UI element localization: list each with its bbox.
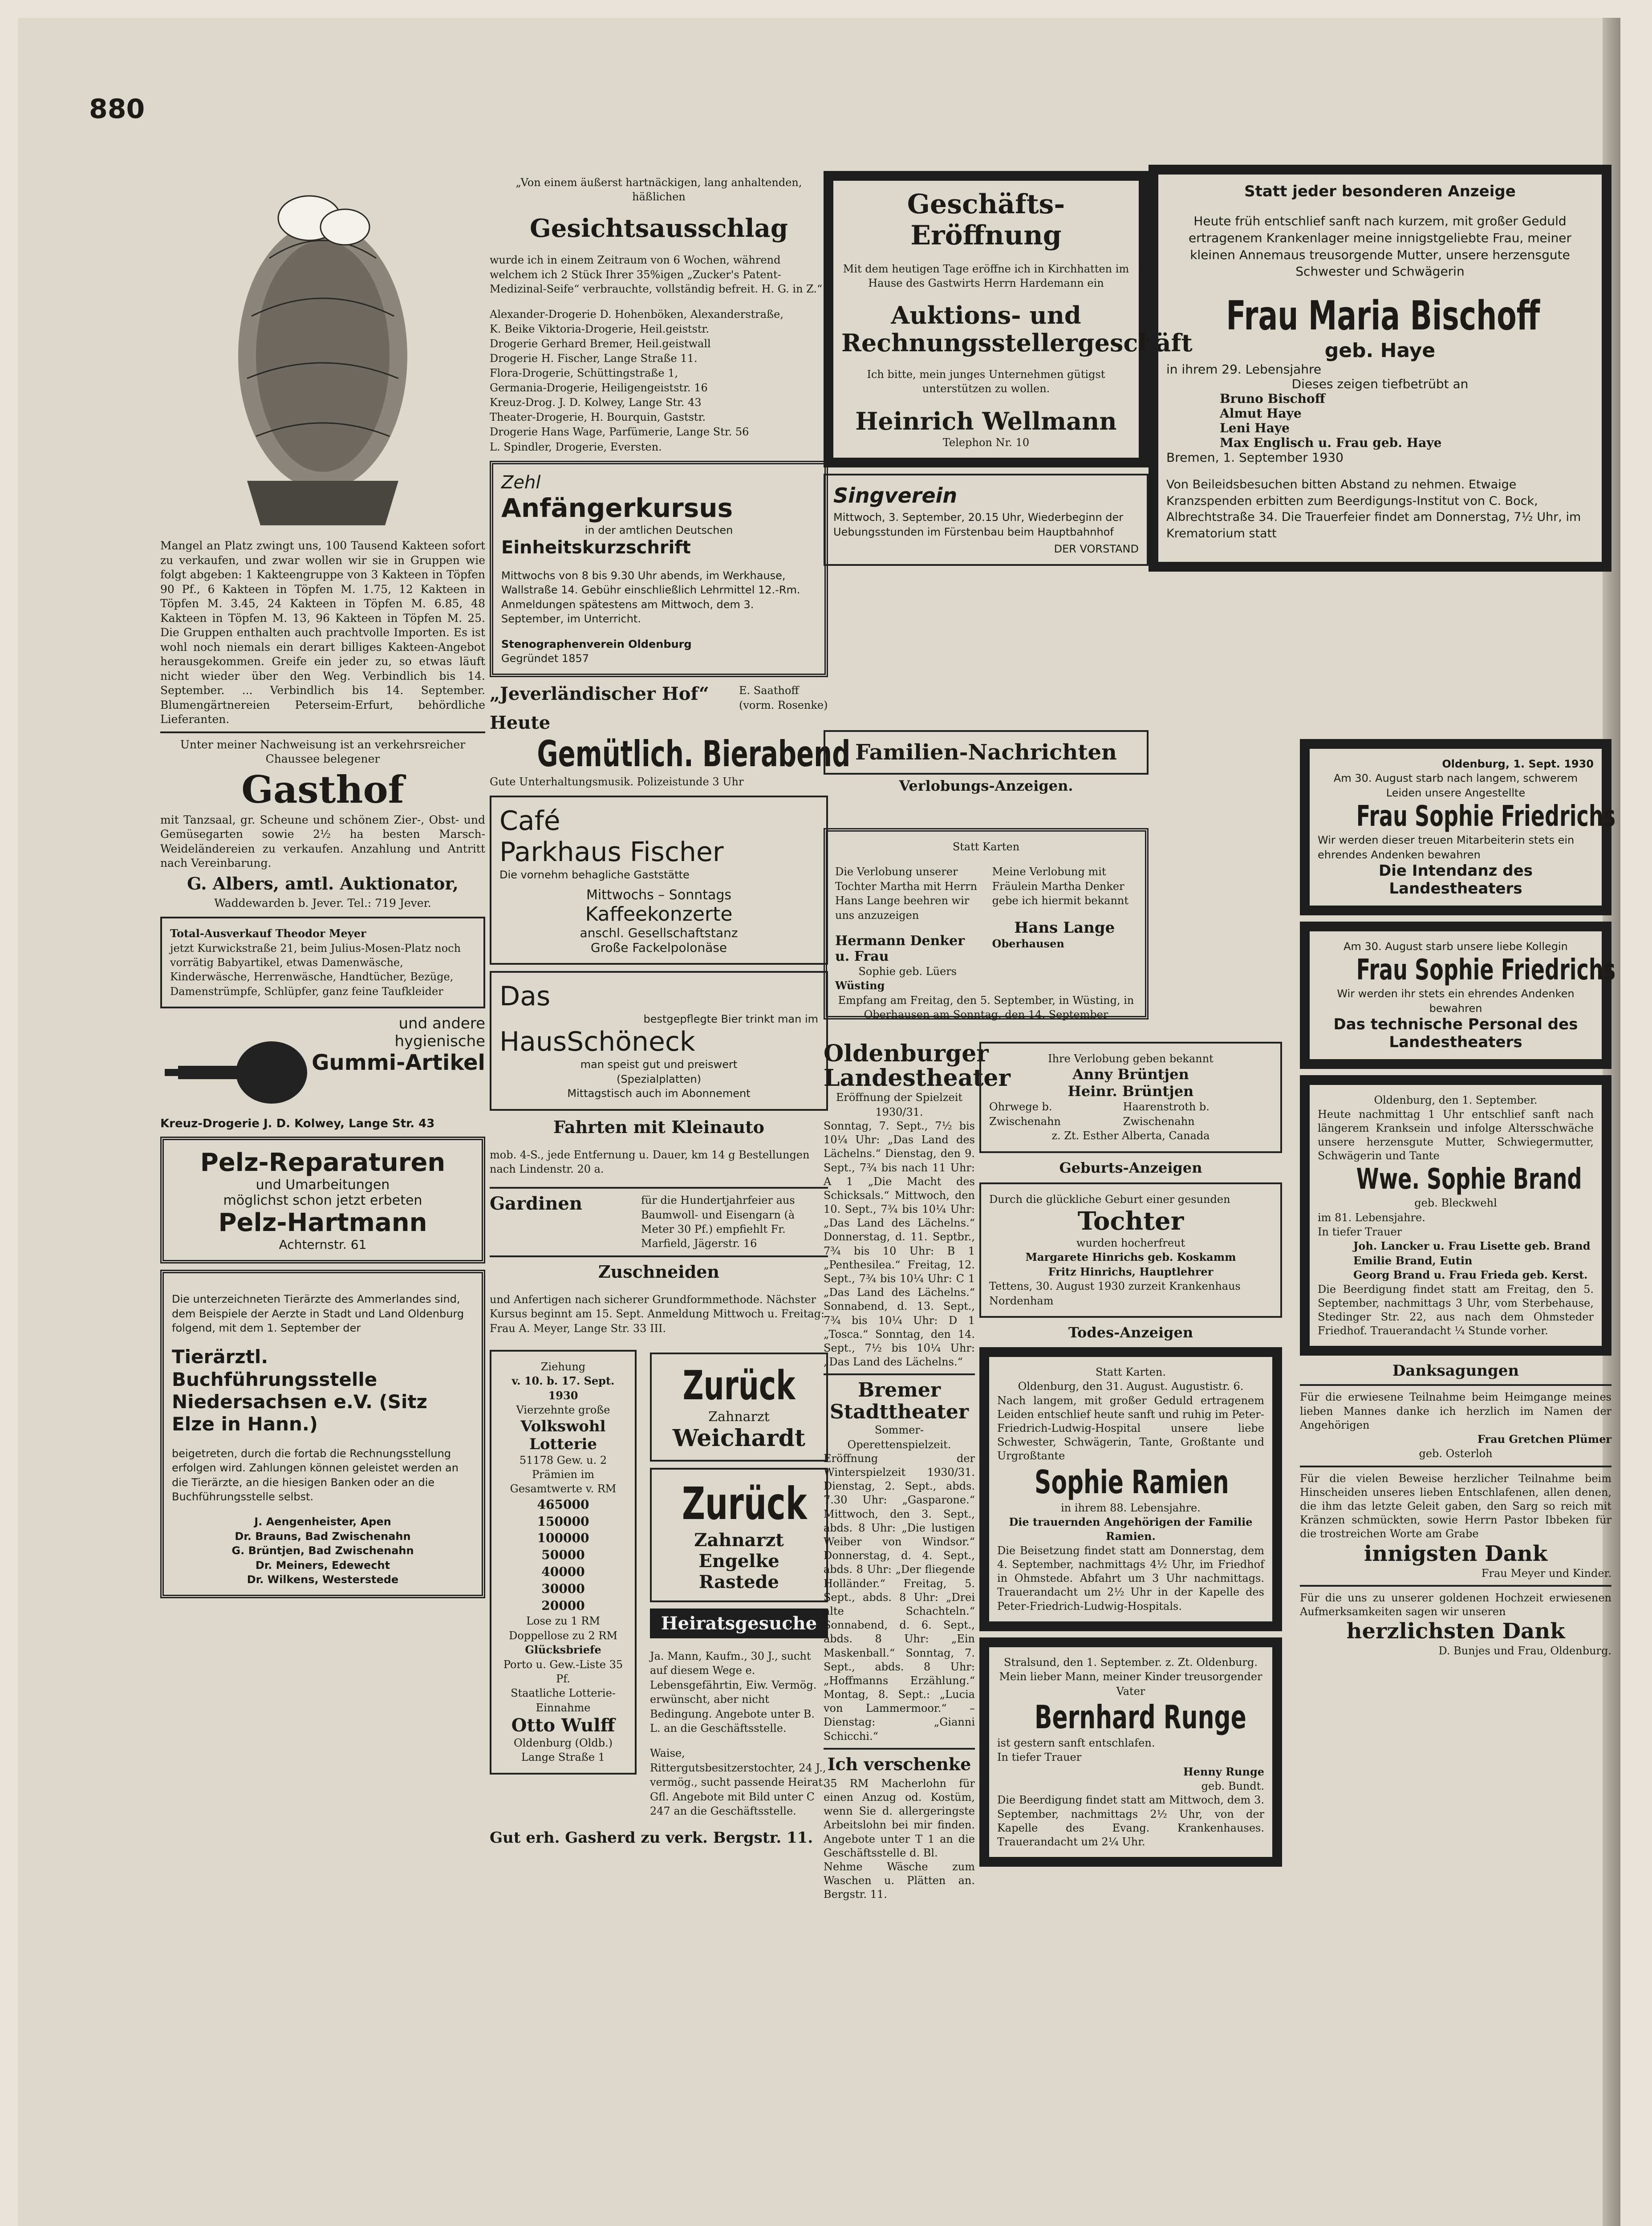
verlobung-right-name: Hans Lange: [1014, 918, 1115, 937]
lotterie-staatl: Staatliche Lotterie-Einnahme: [511, 1687, 616, 1714]
zuschneiden-title: Zuschneiden: [598, 1261, 720, 1282]
lotterie-prize: 465000: [537, 1497, 589, 1512]
friedrichs2-name: Frau Sophie Friedrichs: [1356, 954, 1616, 987]
jever-big: Gemütlich. Bierabend: [537, 733, 851, 775]
eroeffnung-text: Mit dem heutigen Tage eröffne ich in Kirchhatten im Hause des Gastwirts Herrn Hardemann ein: [843, 263, 1129, 290]
runge-name: Bernhard Runge: [1035, 1698, 1246, 1736]
gesicht-text: wurde ich in einem Zeitraum von 6 Wochen, während welchem ich 2 Stück Ihrer 35%igen „Zucker's Patent-Medizinal-Seife“ verbrauchte, vollständig befreit. H. G. in Z.“: [490, 254, 823, 296]
verlobung-statt: Statt Karten: [952, 841, 1020, 853]
brand-text: Heute nachmittag 1 Uhr entschlief sanft nach längerem Kranksein und infolge Altersschwäche unsere herzensgute Mutter, Schwiegermutter, Schwägerin und Tante: [1318, 1108, 1594, 1162]
brand-family-name: Joh. Lancker u. Frau Lisette geb. Brand: [1353, 1239, 1591, 1253]
gasthof-intro: Unter meiner Nachweisung ist an verkehrsreicher Chaussee belegener: [180, 738, 466, 765]
singverein-text: Mittwoch, 3. September, 20.15 Uhr, Wiederbeginn der Uebungsstunden im Fürstenbau beim Hauptbahnhof: [833, 511, 1124, 538]
bremen-sub: Sommer-Operettenspielzeit.: [847, 1424, 951, 1451]
eroeffnung-title: Geschäfts-Eröffnung: [907, 189, 1065, 251]
drogerie-item: L. Spindler, Drogerie, Eversten.: [490, 440, 662, 453]
lotterie-addr: Lange Straße 1: [521, 1751, 605, 1764]
gesicht-intro: „Von einem äußerst hartnäckigen, lang anhaltenden, häßlichen: [515, 176, 802, 203]
gasthof-title: Gasthof: [241, 767, 404, 812]
ramien-ad: [979, 1347, 1282, 1631]
cafe-l6: anschl. Gesellschaftstanz: [580, 925, 738, 940]
kurs-line2: Einheitskurzschrift: [501, 537, 691, 558]
drogerie-item: Alexander-Drogerie D. Hohenböken, Alexanderstraße,: [490, 308, 783, 321]
newspaper-page: [18, 18, 1620, 2226]
cactus-ad: [160, 165, 485, 727]
pelz-line1: und Umarbeitungen: [256, 1177, 390, 1193]
schoeneck-l2: bestgepflegte Bier trinkt man im: [643, 1012, 818, 1025]
lotterie-prize: 100000: [537, 1531, 589, 1546]
tieraerzte-title: Tierärztl. Buchführungsstelle Niedersachsen e.V. (Sitz Elze in Hann.): [172, 1346, 427, 1435]
schoeneck-ad: [490, 971, 828, 1111]
gesicht-title: Gesichtsausschlag: [529, 213, 788, 243]
gasthof-ad: [160, 738, 485, 911]
gummi-ad: [160, 1015, 485, 1130]
gesicht-ad: [490, 175, 828, 455]
drogerie-item: Germania-Drogerie, Heiligengeiststr. 16: [490, 382, 708, 394]
tieraerzte-intro: Die unterzeichneten Tierärzte des Ammerlandes sind, dem Beispiele der Aerzte in Stadt und Land Oldenburg folgend, mit dem 1. September der: [172, 1293, 464, 1334]
lotterie-dates: v. 10. b. 17. Sept. 1930: [511, 1374, 615, 1402]
brand-family-name: Georg Brand u. Frau Frieda geb. Kerst.: [1353, 1268, 1588, 1282]
friedrichs1-head: Oldenburg, 1. Sept. 1930: [1442, 758, 1594, 770]
bischoff-family-name: Bruno Bischoff: [1220, 391, 1325, 406]
bruentjen-right: Haarenstroth b. Zwischenahn: [1123, 1101, 1210, 1128]
singverein-ad: [824, 474, 1149, 566]
geburt-title: Geburts-Anzeigen: [1059, 1159, 1202, 1176]
brand-geb: geb. Bleckwehl: [1414, 1197, 1497, 1210]
bischoff-statt: Statt jeder besonderen Anzeige: [1244, 183, 1516, 200]
bischoff-date: Bremen, 1. September 1930: [1166, 450, 1344, 465]
ramien-text2: Die trauernden Angehörigen der Familie Ramien.: [1009, 1515, 1253, 1543]
cafe-ad: [490, 796, 828, 965]
schoeneck-l6: Mittagstisch auch im Abonnement: [567, 1087, 751, 1100]
schoeneck-l5: (Spezialplatten): [616, 1072, 701, 1085]
meyer-text: jetzt Kurwickstraße 21, beim Julius-Mosen-Platz noch vorrätig Babyartikel, etwas Damenwäsche, Kinderwäsche, Herrenwäsche, Handtücher, Bezüge, Damenstrümpfe, Schlüpfer, ganz feine Taufkleider: [170, 942, 461, 998]
dank1-text: Für die erwiesene Teilnahme beim Heimgange meines lieben Mannes danke ich herzlich im Namen der Angehörigen: [1300, 1391, 1611, 1431]
fahrten-title: Fahrten mit Kleinauto: [553, 1117, 765, 1137]
brand-text2: Die Beerdigung findet statt am Freitag, den 5. September, nachmittags 3 Uhr, vom Sterbehause, Stedinger Str. 22, aus nach dem Ohmsteder Friedhof. Trauerandacht ¼ Stunde vorher.: [1318, 1283, 1594, 1337]
ramien-text3: Die Beisetzung findet statt am Donnerstag, dem 4. September, nachmittags 4½ Uhr, im Friedhof in Ohmstede. Abfahrt um 3 Uhr nachmittags. Trauerandacht um 2½ Uhr in der Kapelle des Peter-Friedrich-Ludwig-Hospitals.: [997, 1544, 1264, 1613]
brand-trauer: In tiefer Trauer: [1318, 1226, 1402, 1239]
lotterie-head: Ziehung: [540, 1361, 586, 1373]
dank2-big: innigsten Dank: [1364, 1541, 1548, 1566]
lotterie-prize: 50000: [541, 1548, 585, 1563]
bruentjen-n1: Anny Brüntjen: [1072, 1066, 1189, 1083]
column-1: [160, 165, 485, 2226]
lotterie-los: Lose zu 1 RM: [526, 1615, 600, 1628]
verlobung-empfang: Empfang am Freitag, den 5. September, in Wüsting, in Oberhausen am Sonntag, den 14. September: [838, 994, 1134, 1021]
friedrichs1-ad: [1300, 739, 1616, 915]
denker-lange-ad: [824, 828, 1149, 1024]
drogerie-item: Theater-Drogerie, H. Bourquin, Gaststr.: [490, 411, 706, 424]
ramien-head: Oldenburg, den 31. August. Augustistr. 6.: [1018, 1380, 1244, 1393]
bischoff-text2: Dieses zeigen tiefbetrübt an: [1291, 377, 1469, 392]
tieraerzte-text: beigetreten, durch die fortab die Rechnungsstellung erfolgen wird. Zahlungen können geleistet werden an die Tierärzte, an die hiesigen Banken oder an die Buchführungsstelle selbst.: [172, 1447, 459, 1503]
eroeffnung-tel: Telephon Nr. 10: [942, 436, 1030, 449]
drogerie-item: K. Beike Viktoria-Drogerie, Heil.geiststr.: [490, 322, 709, 335]
heirat-text: Ja. Mann, Kaufm., 30 J., sucht auf diesem Wege e. Lebensgefährtin, Eiw. Vermög. erwünscht, aber nicht Bedingung. Angebote unter B. L. an die Geschäftsstelle.: [650, 1650, 817, 1734]
cafe-l2: Parkhaus Fischer: [499, 836, 724, 868]
bruentjen-title: Ihre Verlobung geben bekannt: [1048, 1052, 1214, 1065]
eroeffnung-text2: Ich bitte, mein junges Unternehmen gütigst unterstützen zu wollen.: [867, 368, 1105, 395]
pelz-name: Pelz-Hartmann: [218, 1208, 427, 1238]
lotterie-info: 51178 Gew. u. 2 Prämien im Gesamtwerte v. RM: [510, 1454, 617, 1495]
bischoff-family-name: Leni Haye: [1220, 421, 1290, 436]
runge-ad: [979, 1637, 1282, 1867]
zurueck2-title: Zurück: [682, 1478, 807, 1530]
lotterie-t1: Vierzehnte große: [516, 1404, 610, 1417]
verlobung-left-sub: Sophie geb. Lüers: [858, 965, 957, 978]
runge-text2: ist gestern sanft entschlafen.: [997, 1736, 1155, 1749]
bischoff-family-name: Max Englisch u. Frau geb. Haye: [1220, 435, 1442, 451]
gasherd-ad: Gut erh. Gasherd zu verk. Bergstr. 11.: [490, 1829, 813, 1847]
singverein-title: Singverein: [833, 483, 958, 508]
lotterie-prize: 20000: [541, 1598, 585, 1613]
bruentjen-extra: z. Zt. Esther Alberta, Canada: [1051, 1129, 1210, 1142]
kurs-org: Stenographenverein Oldenburg: [501, 638, 692, 650]
schoeneck-l4: man speist gut und preiswert: [580, 1058, 738, 1071]
lotterie-t3: Lotterie: [529, 1435, 597, 1453]
zuschneiden-text: und Anfertigen nach sicherer Grundformmethode. Nächster Kursus beginnt am 15. Sept. Anmeldung Mittwoch u. Freitag: Frau A. Meyer, Lange Str. 33 III.: [490, 1293, 825, 1335]
zuschneiden-ad: [490, 1262, 828, 1336]
verlobung-left-name: Hermann Denker u. Frau: [835, 933, 965, 964]
theater-text: Sonntag, 7. Sept., 7½ bis 10¼ Uhr: „Das Land des Lächelns.“ Dienstag, den 9. Sept., 7¾ bis nach 11 Uhr: A 1 „Die Macht des Schicksals.“ Mittwoch, den 10. Sept., 7¾ bis 10¼ Uhr: „Das Land des Lächelns.“ Donnerstag, d. 11. Septbr., 7¾ bis 10 Uhr: B 1 „Penthesilea.“ Freitag, 12. Sept., 7¾ bis 10¼ Uhr: C 1 „Das Land des Lächelns.“ Sonnabend, d. 13. Sept., 7¾ bis 10¼ Uhr: D 1 „Tosca.“ Sonntag, den 14. Sept., 7½ bis 10¼ Uhr: „Das Land des Lächelns.“: [824, 1119, 975, 1369]
fahrten-text: mob. 4-S., jede Entfernung u. Dauer, km 14 g Bestellungen nach Lindenstr. 20 a.: [490, 1148, 810, 1175]
brand-name: Wwe. Sophie Brand: [1356, 1163, 1582, 1196]
friedrichs2-sig: Das technische Personal des Landestheaters: [1333, 1016, 1578, 1052]
bremen-title: Bremer Stadttheater: [829, 1379, 969, 1423]
lotterie-dlos: Doppellose zu 2 RM: [509, 1629, 617, 1642]
gasthof-signer: G. Albers, amtl. Auktionator,: [187, 873, 459, 894]
bischoff-geb: geb. Haye: [1324, 339, 1436, 362]
runge-text: Mein lieber Mann, meiner Kinder treusorgender Vater: [999, 1670, 1262, 1698]
gummi-sub: hygienische: [394, 1032, 485, 1051]
eroeffnung-name: Heinrich Wellmann: [855, 406, 1117, 435]
theater-column: [824, 1040, 1011, 2226]
friedrichs2-text2: Wir werden ihr stets ein ehrendes Andenken bewahren: [1337, 987, 1575, 1015]
page-number: 880: [89, 93, 145, 125]
friedrichs1-text: Am 30. August starb nach langem, schwerem Leiden unsere Angestellte: [1333, 772, 1578, 799]
brand-family-name: Emilie Brand, Eutin: [1353, 1254, 1473, 1267]
schoeneck-l3: HausSchöneck: [499, 1026, 695, 1058]
tieraerzte-name: J. Aengenheister, Apen: [254, 1515, 391, 1528]
ramien-text: Nach langem, mit großer Geduld ertragenem Leiden entschlief heute sanft und ruhig im Peter-Friedrich-Ludwig-Hospital unsere liebe Schwester, Schwägerin, Tante, Großtante und Urgroßtante: [997, 1394, 1264, 1462]
tieraerzte-name: Dr. Wilkens, Westerstede: [247, 1573, 399, 1586]
geburt-ad: [979, 1182, 1282, 1318]
drogerie-item: Kreuz-Drog. J. D. Kolwey, Lange Str. 43: [490, 396, 702, 409]
ramien-age: in ihrem 88. Lebensjahre.: [1061, 1501, 1201, 1514]
geburt-n1: Margarete Hinrichs geb. Koskamm: [1025, 1251, 1236, 1264]
bischoff-name: Frau Maria Bischoff: [1226, 292, 1540, 340]
runge-sig2: geb. Bundt.: [1201, 1780, 1264, 1793]
friedrichs1-name: Frau Sophie Friedrichs: [1356, 800, 1616, 833]
dank2-sig: Frau Meyer und Kinder.: [1481, 1567, 1611, 1580]
kurs-ad: [490, 461, 828, 678]
column-2: [490, 165, 851, 2226]
dank3-text: Für die uns zu unserer goldenen Hochzeit erwiesenen Aufmerksamkeiten sagen wir unseren: [1300, 1592, 1611, 1618]
meyer-title: Total-Ausverkauf Theodor Meyer: [170, 927, 366, 940]
bischoff-age: in ihrem 29. Lebensjahre: [1166, 362, 1322, 377]
ramien-statt: Statt Karten.: [1096, 1365, 1166, 1378]
pelz-line2: möglichst schon jetzt erbeten: [223, 1193, 422, 1209]
dank3-sig: D. Bunjes und Frau, Oldenburg.: [1438, 1645, 1611, 1657]
friedrichs1-sig: Die Intendanz des Landestheaters: [1379, 861, 1533, 898]
zurueck2-ad: [650, 1468, 828, 1602]
friedrichs2-text: Am 30. August starb unsere liebe Kollegin: [1344, 940, 1568, 953]
kurs-title: Anfängerkursus: [501, 492, 733, 523]
theater-title: Oldenburger Landestheater: [824, 1040, 1011, 1092]
gummi-lead: und andere: [398, 1015, 485, 1033]
verlobung-right-place: Oberhausen: [992, 937, 1064, 950]
geburt-text: Durch die glückliche Geburt einer gesunden: [989, 1193, 1230, 1206]
enema-bulb-icon: [160, 1028, 312, 1117]
lotterie-prize: 30000: [541, 1581, 585, 1596]
cafe-l3: Die vornehm behagliche Gaststätte: [499, 868, 690, 881]
gardinen-title: Gardinen: [490, 1193, 582, 1215]
meyer-ad: [160, 917, 485, 1008]
cactus-plant-illustration-icon: [160, 165, 485, 539]
geburt-text2: wurden hocherfreut: [1076, 1236, 1185, 1249]
column-4-bottom: [1300, 739, 1616, 2226]
verlobung-left: Die Verlobung unserer Tochter Martha mit Herrn Hans Lange beehren wir uns anzuzeigen: [835, 865, 978, 922]
drogerie-item: Flora-Drogerie, Schüttingstraße 1,: [490, 366, 678, 379]
drogerie-item: Drogerie H. Fischer, Lange Straße 11.: [490, 352, 698, 365]
zurueck1-ad: [650, 1353, 828, 1462]
zurueck1-l1: Zahnarzt: [708, 1409, 770, 1425]
cafe-l1: Café: [499, 805, 560, 837]
gummi-footer: Kreuz-Drogerie J. D. Kolwey, Lange Str. 43: [160, 1117, 435, 1131]
schoeneck-l1: Das: [499, 980, 551, 1012]
lotterie-glueck: Glücksbriefe: [525, 1643, 601, 1657]
familien-title: Familien-Nachrichten: [855, 740, 1117, 765]
eroeffnung-big: Auktions- und Rechnungsstellergeschäft: [841, 301, 1193, 357]
brand-ad: [1300, 1075, 1611, 1356]
dank-title: Danksagungen: [1392, 1362, 1519, 1380]
lotterie-t2: Volkswohl: [520, 1417, 606, 1435]
tieraerzte-name: G. Brüntjen, Bad Zwischenahn: [231, 1544, 414, 1557]
kurs-text: Mittwochs von 8 bis 9.30 Uhr abends, im Werkhause, Wallstraße 14. Gebühr einschließlich Lehrmittel 12.-Rm. Anmeldungen spätestens am Mittwoch, dem 3. September, im Unterricht.: [501, 569, 800, 626]
fahrten-ad: [490, 1117, 828, 1177]
singverein-sig: DER VORSTAND: [1054, 542, 1139, 555]
kurs-year: Gegründet 1857: [501, 652, 589, 665]
ramien-name: Sophie Ramien: [1035, 1463, 1229, 1501]
runge-text3: Die Beerdigung findet statt am Mittwoch, dem 3. September, nachmittags 2½ Uhr, von der Kapelle des Evang. Krankenhauses. Trauerandacht um 2¼ Uhr.: [997, 1794, 1264, 1848]
gardinen-text: für die Hundertjahrfeier aus Baumwoll- und Eisengarn (à Meter 30 Pf.) empfiehlt Fr. Marfield, Jägerstr. 16: [641, 1194, 795, 1250]
lotterie-prize: 40000: [541, 1564, 585, 1579]
familien-header: [824, 730, 1149, 819]
bruentjen-left: Ohrwege b. Zwischenahn: [989, 1101, 1061, 1128]
bremen-text: Eröffnung der Winterspielzeit 1930/31. Dienstag, 2. Sept., abds. 7.30 Uhr: „Gasparone.“ Mittwoch, den 3. Sept., abds. 8 Uhr: „Die lustigen Weiber von Windsor.“ Donnerstag, d. 4. Sept., abds. 8 Uhr: „Der fliegende Holländer.“ Freitag, 5. Sept., abds. 8 Uhr: „Drei alte Schachteln.“ Sonnabend, d. 6. Sept., abds. 8 Uhr: „Ein Maskenball.“ Sonntag, 7. Sept., abds. 8 Uhr: „Hoffmanns Erzählung.“ Montag, 8. Sept.: „Lucia von Lammermoor.“ – Dienstag: „Gianni Schicchi.“: [824, 1452, 975, 1743]
lotterie-ad: [490, 1350, 637, 1775]
jever-sub: Gute Unterhaltungsmusik. Polizeistunde 3 Uhr: [490, 776, 744, 788]
jever-ad: [490, 683, 851, 789]
drogerie-item: Drogerie Gerhard Bremer, Heil.geistwall: [490, 337, 711, 350]
verlobung-title: Verlobungs-Anzeigen.: [899, 777, 1073, 794]
lotterie-name: Otto Wulff: [511, 1715, 615, 1736]
zurueck2-l2: Rastede: [699, 1572, 779, 1593]
friedrichs1-text2: Wir werden dieser treuen Mitarbeiterin stets ein ehrendes Andenken bewahren: [1318, 834, 1575, 861]
verlobung-right: Meine Verlobung mit Fräulein Martha Denker gebe ich hiermit bekannt: [992, 865, 1129, 907]
jever-owner: E. Saathoff (vorm. Rosenke): [739, 684, 828, 711]
brand-age: im 81. Lebensjahre.: [1318, 1211, 1425, 1224]
geburt-n2: Fritz Hinrichs, Hauptlehrer: [1048, 1265, 1214, 1278]
kurs-signature: Zehl: [501, 472, 541, 493]
dank2-text: Für die vielen Beweise herzlicher Teilnahme beim Hinscheiden unseres lieben Entschlafenen, allen denen, die ihm das letzte Geleit gaben, den Sarg so reich mit Kränzen schmückten, sowie Herrn Pastor Ibbeken für die trostreichen Worte am Grabe: [1300, 1472, 1611, 1540]
pelz-ad: [160, 1137, 485, 1263]
tieraerzte-name: Dr. Meiners, Edewecht: [255, 1559, 390, 1572]
cafe-l7: Große Fackelpolonäse: [590, 940, 727, 955]
geburt-place: Tettens, 30. August 1930 zurzeit Krankenhaus Nordenham: [989, 1280, 1241, 1307]
runge-head: Stralsund, den 1. September. z. Zt. Oldenburg.: [1004, 1656, 1258, 1669]
runge-sig: Henny Runge: [1183, 1765, 1264, 1778]
drogerie-item: Drogerie Hans Wage, Parfümerie, Lange Str. 56: [490, 426, 749, 439]
pelz-title: Pelz-Reparaturen: [200, 1148, 446, 1178]
gardinen-ad: [490, 1193, 828, 1251]
zurueck1-l2: Weichardt: [673, 1425, 805, 1452]
column-4-top: [1149, 165, 1611, 743]
cafe-l5: Kaffeekonzerte: [585, 902, 733, 926]
eroeffnung-ad: [824, 171, 1193, 467]
zurueck2-l1: Zahnarzt Engelke: [694, 1530, 784, 1572]
bischoff-text3: Von Beileidsbesuchen bitten Abstand zu nehmen. Etwaige Kranzspenden erbitten zum Beerdigungs-Institut von C. Bock, Albrechtstraße 34. Die Trauerfeier findet am Donnerstag, 7½ Uhr, im Krematorium statt: [1166, 478, 1581, 540]
bischoff-text: Heute früh entschlief sanft nach kurzem, mit großer Geduld ertragenem Krankenlager meine innigstgeliebte Frau, meiner kleinen Annemaus treusorgende Mutter, unsere herzensgute Schwester und Schwägerin: [1188, 214, 1572, 279]
heirat-title: Heiratsgesuche: [650, 1609, 828, 1638]
family-column: [979, 1042, 1282, 2226]
dank3-big: herzlichsten Dank: [1346, 1619, 1565, 1644]
bischoff-family-name: Almut Haye: [1220, 406, 1302, 421]
verschenke-text2: Nehme Wäsche zum Waschen u. Plätten an. Bergstr. 11.: [824, 1860, 975, 1901]
zurueck1-title: Zurück: [682, 1362, 796, 1410]
verschenke-text: 35 RM Macherlohn für einen Anzug od. Kostüm, wenn Sie d. allergeringste Arbeitslohn bei mir finden. Angebote unter T 1 an die Geschäftsstelle d. Bl.: [824, 1777, 975, 1859]
bruentjen-n2: Heinr. Brüntjen: [1068, 1083, 1194, 1100]
lotterie-porto: Porto u. Gew.-Liste 35 Pf.: [503, 1658, 623, 1685]
bischoff-ad: [1149, 165, 1611, 572]
todes-title: Todes-Anzeigen: [1068, 1324, 1193, 1341]
dank1-place: geb. Osterloh: [1419, 1447, 1493, 1460]
cafe-l4: Mittwochs – Sonntags: [586, 887, 732, 903]
jever-title: „Jeverländischer Hof“: [490, 683, 709, 705]
jever-heute: Heute: [490, 712, 551, 734]
gasthof-text: mit Tanzsaal, gr. Scheune und schönem Zier-, Obst- und Gemüsegarten sowie 2½ ha besten Marsch-Weideländereien zu verkaufen. Anzahlung und Antritt nach Vereinbarung.: [160, 813, 485, 870]
tieraerzte-ad: [160, 1270, 485, 1598]
lotterie-prize: 150000: [537, 1514, 589, 1529]
lotterie-city: Oldenburg (Oldb.): [513, 1737, 613, 1750]
bruentjen-ad: [979, 1042, 1282, 1153]
friedrichs2-ad: [1300, 922, 1616, 1069]
heirat-text2: Waise, Rittergutsbesitzerstochter, 24 J., vermög., sucht passende Heirat. Gfl. Angebote mit Bild unter C 247 an die Geschäftsstelle.: [650, 1747, 826, 1817]
gasthof-place: Waddewarden b. Jever. Tel.: 719 Jever.: [214, 896, 431, 910]
runge-trauer: In tiefer Trauer: [997, 1751, 1082, 1764]
verlobung-left-place: Wüsting: [835, 979, 885, 992]
cactus-ad-text: Mangel an Platz zwingt uns, 100 Tausend Kakteen sofort zu verkaufen, und zwar wollen wir sie in Gruppen wie folgt abgeben: 1 Kakteengruppe von 3 Kakteen in Töpfen 90 Pf., 6 Kakteen in Töpfen M. 1.75, 12 Kakteen in Töpfen M. 3.45, 24 Kakteen in Töpfen M. 6.85, 48 Kakteen in Töpfen M. 13, 96 Kakteen in Töpfen M. 25. Die Gruppen enthalten auch prachtvolle Importen. Es ist wohl noch niemals ein derart billiges Kakteen-Angebot herausgekommen. Greife ein jeder zu, so etwas läuft nicht wieder über den Weg. Verbindlich bis 14. September. ... Verbindlich bis 14. September. Blumengärtnereien Peterseim-Erfurt, behördliche Lieferanten.: [160, 539, 485, 726]
geburt-big: Tochter: [1077, 1206, 1184, 1236]
theater-sub: Eröffnung der Spielzeit 1930/31.: [836, 1091, 963, 1118]
dank1-sig: Frau Gretchen Plümer: [1477, 1432, 1611, 1446]
brand-head: Oldenburg, den 1. September.: [1374, 1094, 1538, 1107]
tieraerzte-name: Dr. Brauns, Bad Zwischenahn: [235, 1530, 411, 1543]
verschenke-title: Ich verschenke: [827, 1754, 971, 1774]
kurs-line1: in der amtlichen Deutschen: [584, 524, 733, 536]
gummi-title: Gummi-Artikel: [312, 1050, 485, 1076]
pelz-address: Achternstr. 61: [279, 1237, 367, 1252]
